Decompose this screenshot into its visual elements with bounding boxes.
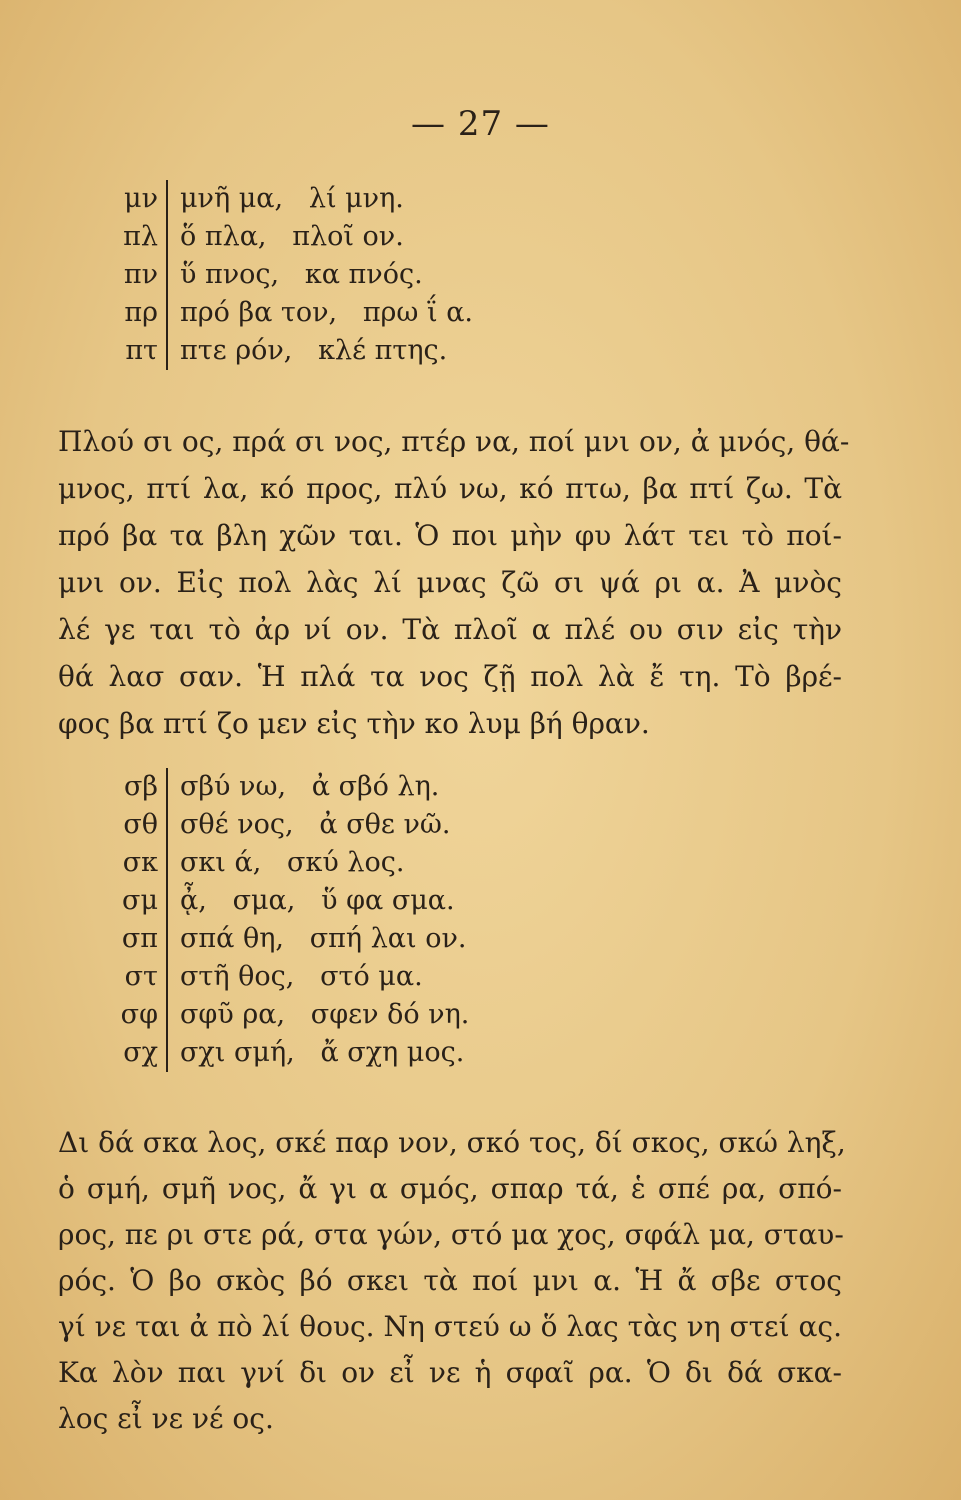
example-words: σφῦ ρα, σφεν δό νη. [180, 999, 470, 1030]
table-row [100, 294, 473, 332]
paragraph-line: ρός. Ὁ βο σκὸς βό σκει τὰ ποί μνι α. Ἡ ἄ σβε στος [58, 1264, 842, 1297]
table-row [100, 256, 473, 294]
cluster-label: σχ [100, 1034, 168, 1072]
example-words: σχι σμή, ἄ σχη μος. [180, 1037, 465, 1068]
example-words: ὕ πνος, κα πνός. [180, 259, 423, 290]
cluster-label: σπ [100, 920, 168, 958]
example-words: σθέ νος, ἀ σθε νῶ. [180, 809, 451, 840]
reading-paragraph-1 [58, 418, 850, 747]
paragraph-line: γί νε ται ἀ πὸ λί θους. Νη στεύ ω ὅ λας τὰς νη στεί ας. [58, 1310, 842, 1343]
paragraph-line: θά λασ σαν. Ἡ πλά τα νος ζῇ πολ λὰ ἔ τη. Τὸ βρέ- [58, 660, 842, 693]
paragraph-line: μνος, πτί λα, κό προς, πλύ νω, κό πτω, βα πτί ζω. Τὰ [58, 472, 842, 505]
reading-paragraph-2 [58, 1120, 846, 1442]
paragraph-line: ὁ σμή, σμῆ νος, ἄ γι α σμός, σπαρ τά, ἑ σπέ ρα, σπό- [58, 1172, 842, 1205]
table-row [100, 958, 469, 996]
table-row [100, 218, 473, 256]
cluster-label: σθ [100, 806, 168, 844]
cluster-label: στ [100, 958, 168, 996]
example-words: πρό βα τον, πρω ΐ α. [180, 297, 474, 328]
example-words: πτε ρόν, κλέ πτης. [180, 335, 448, 366]
example-words: σκι ά, σκύ λος. [180, 847, 405, 878]
paragraph-line: λος εἶ νε νέ ος. [58, 1402, 274, 1435]
paragraph-line: ρος, πε ρι στε ρά, στα γών, στό μα χος, σφάλ μα, σταυ- [58, 1218, 844, 1251]
paragraph-line: μνι ον. Εἰς πολ λὰς λί μνας ζῶ σι ψά ρι α. Ἀ μνὸς [58, 566, 842, 599]
paragraph-line: φος βα πτί ζο μεν εἰς τὴν κο λυμ βή θραν. [58, 707, 650, 740]
cluster-label: σμ [100, 882, 168, 920]
paragraph-line: πρό βα τα βλη χῶν ται. Ὁ ποι μὴν φυ λάτ τει τὸ ποί- [58, 519, 842, 552]
cluster-label: σβ [100, 768, 168, 806]
cluster-label: πν [100, 256, 168, 294]
table-row [100, 920, 469, 958]
paragraph-line: Κα λὸν παι γνί δι ον εἶ νε ἡ σφαῖ ρα. Ὁ δι δά σκα- [58, 1356, 842, 1389]
table-row [100, 332, 473, 370]
consonant-cluster-table-1 [100, 180, 473, 370]
cluster-label: πλ [100, 218, 168, 256]
table-row [100, 768, 469, 806]
table-row [100, 882, 469, 920]
cluster-label: πτ [100, 332, 168, 370]
cluster-label: μν [100, 180, 168, 218]
paragraph-line: Δι δά σκα λος, σκέ παρ νον, σκό τος, δί σκος, σκώ ληξ, [58, 1126, 846, 1159]
cluster-label: σκ [100, 844, 168, 882]
example-words: ὅ πλα, πλοῖ ον. [180, 221, 404, 252]
table-row [100, 996, 469, 1034]
cluster-label: πρ [100, 294, 168, 332]
paragraph-line: Πλού σι ος, πρά σι νος, πτέρ να, ποί μνι ον, ἀ μνός, θά- [58, 425, 850, 458]
example-words: μνῆ μα, λί μνη. [180, 183, 404, 214]
example-words: στῆ θος, στό μα. [180, 961, 423, 992]
example-words: σβύ νω, ἀ σβό λη. [180, 771, 440, 802]
table-row [100, 1034, 469, 1072]
consonant-cluster-table-2 [100, 768, 469, 1072]
table-row [100, 806, 469, 844]
example-words: σπά θη, σπή λαι ον. [180, 923, 467, 954]
table-row [100, 180, 473, 218]
table-row [100, 844, 469, 882]
example-words: ᾆ, σμα, ὕ φα σμα. [180, 885, 455, 916]
page-number: — 27 — [411, 104, 550, 144]
paragraph-line: λέ γε ται τὸ ἀρ νί ον. Τὰ πλοῖ α πλέ ου σιν εἰς τὴν [58, 613, 842, 646]
cluster-label: σφ [100, 996, 168, 1034]
